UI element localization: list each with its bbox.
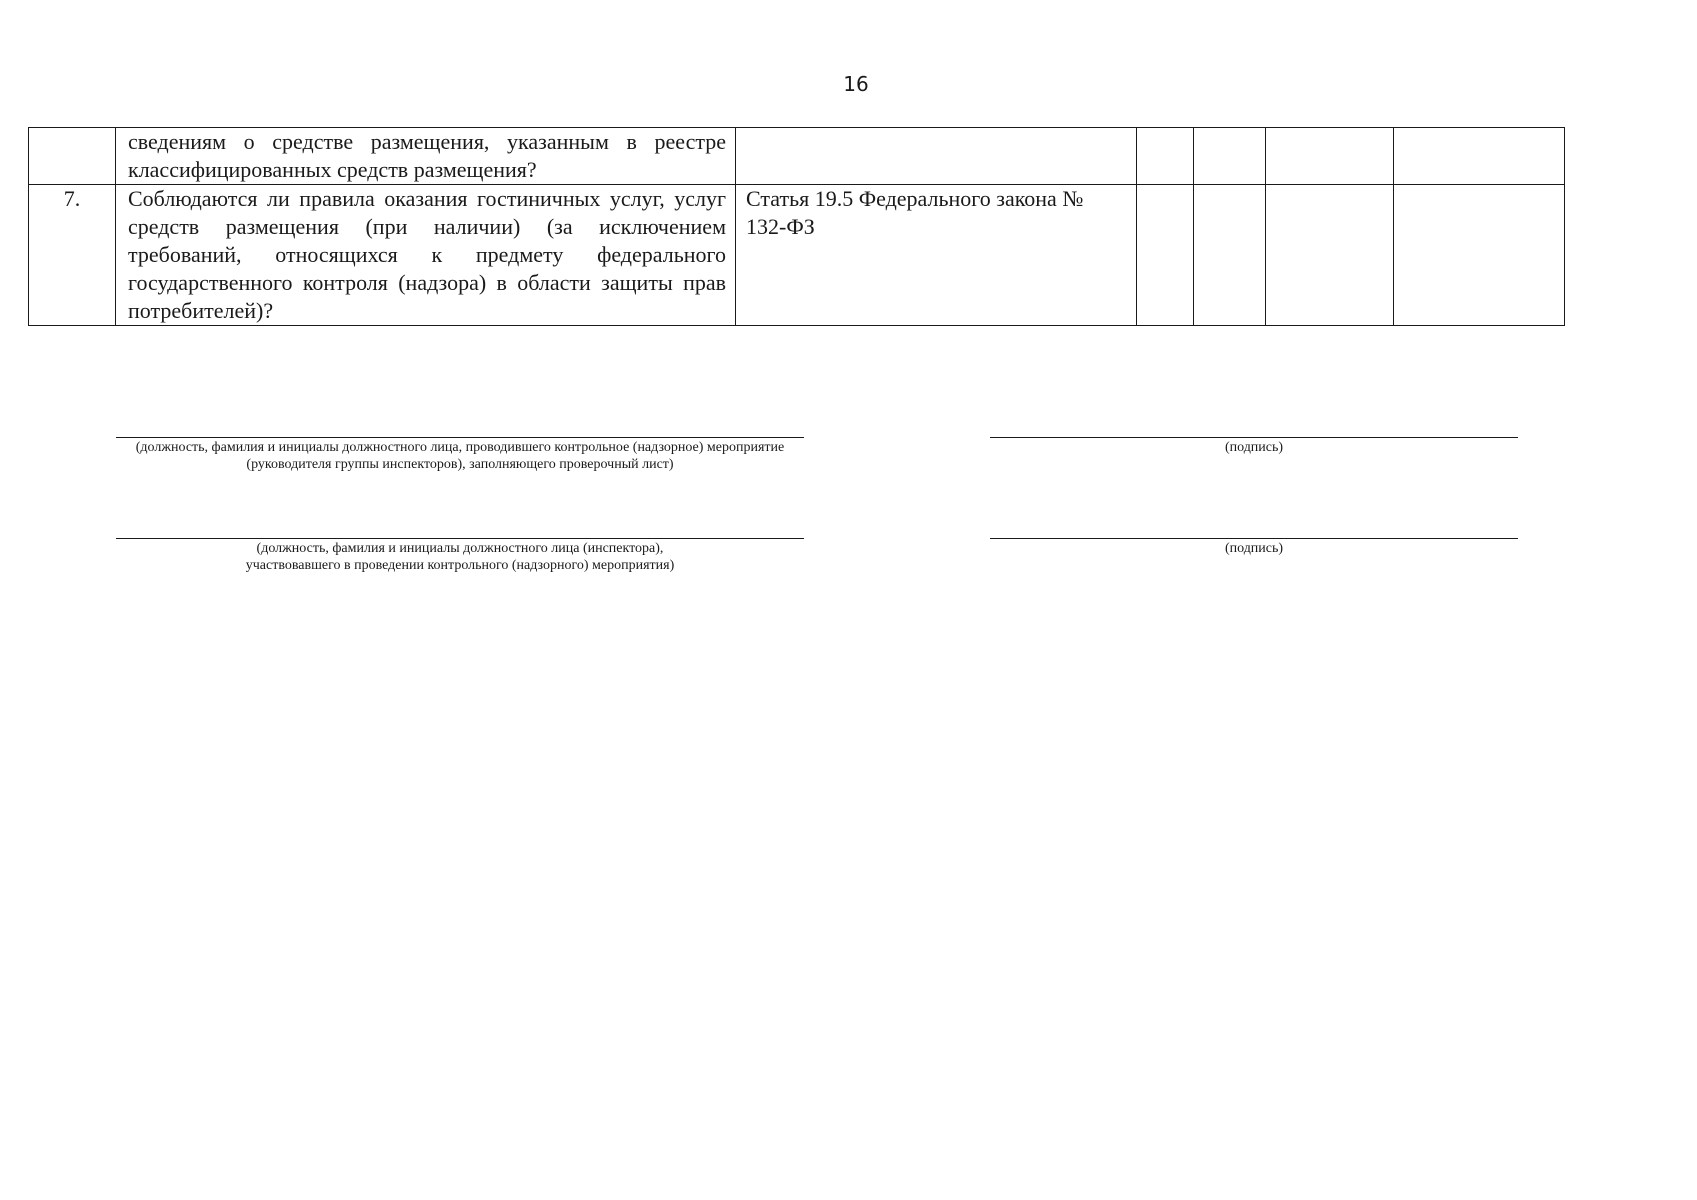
question-cell xyxy=(116,128,736,185)
legal-reference-cell xyxy=(736,128,1137,185)
answer-yes-cell xyxy=(1137,128,1194,185)
signature-line xyxy=(990,538,1518,539)
answer-no-cell xyxy=(1194,128,1266,185)
position-line xyxy=(116,538,804,539)
official-position-signature-field xyxy=(116,437,804,473)
question-cell xyxy=(116,185,736,326)
inspector-position-signature-field xyxy=(116,538,804,574)
note-cell xyxy=(1394,185,1565,326)
position-caption: (должность, фамилия и инициалы должностного лица, проводившего контрольное (надзорное) мероприятие (руководителя группы инспекторов), заполняющего проверочный лист) xyxy=(135,440,785,472)
checklist-table xyxy=(28,127,1565,326)
signature-caption: (подпись) xyxy=(1224,440,1284,455)
signature-field xyxy=(990,437,1518,456)
answer-no-cell xyxy=(1194,185,1266,326)
note-cell xyxy=(1394,128,1565,185)
table-row xyxy=(29,128,1565,185)
position-caption: (должность, фамилия и инициалы должностного лица (инспектора), участвовавшего в проведении контрольного (надзорного) мероприятия) xyxy=(245,541,675,573)
question-text: Соблюдаются ли правила оказания гостиничных услуг, услуг средств размещения (при наличии) (за исключением требований, относящихся к предмету федерального государственного контроля (надзора) в области защиты прав потребителей)? xyxy=(128,186,726,323)
row-number-cell: 7. xyxy=(29,185,116,326)
answer-not-applicable-cell xyxy=(1266,185,1394,326)
answer-not-applicable-cell xyxy=(1266,128,1394,185)
page-number: 16 xyxy=(843,72,869,96)
signature-field xyxy=(990,538,1518,557)
table-row xyxy=(29,185,1565,326)
row-number-cell xyxy=(29,128,116,185)
position-line xyxy=(116,437,804,438)
question-text: сведениям о средстве размещения, указанным в реестре классифицированных средств размещения? xyxy=(128,129,726,182)
legal-reference-cell: Статья 19.5 Федерального закона № 132-ФЗ xyxy=(736,185,1137,326)
answer-yes-cell xyxy=(1137,185,1194,326)
signature-caption: (подпись) xyxy=(1224,541,1284,556)
signature-line xyxy=(990,437,1518,438)
